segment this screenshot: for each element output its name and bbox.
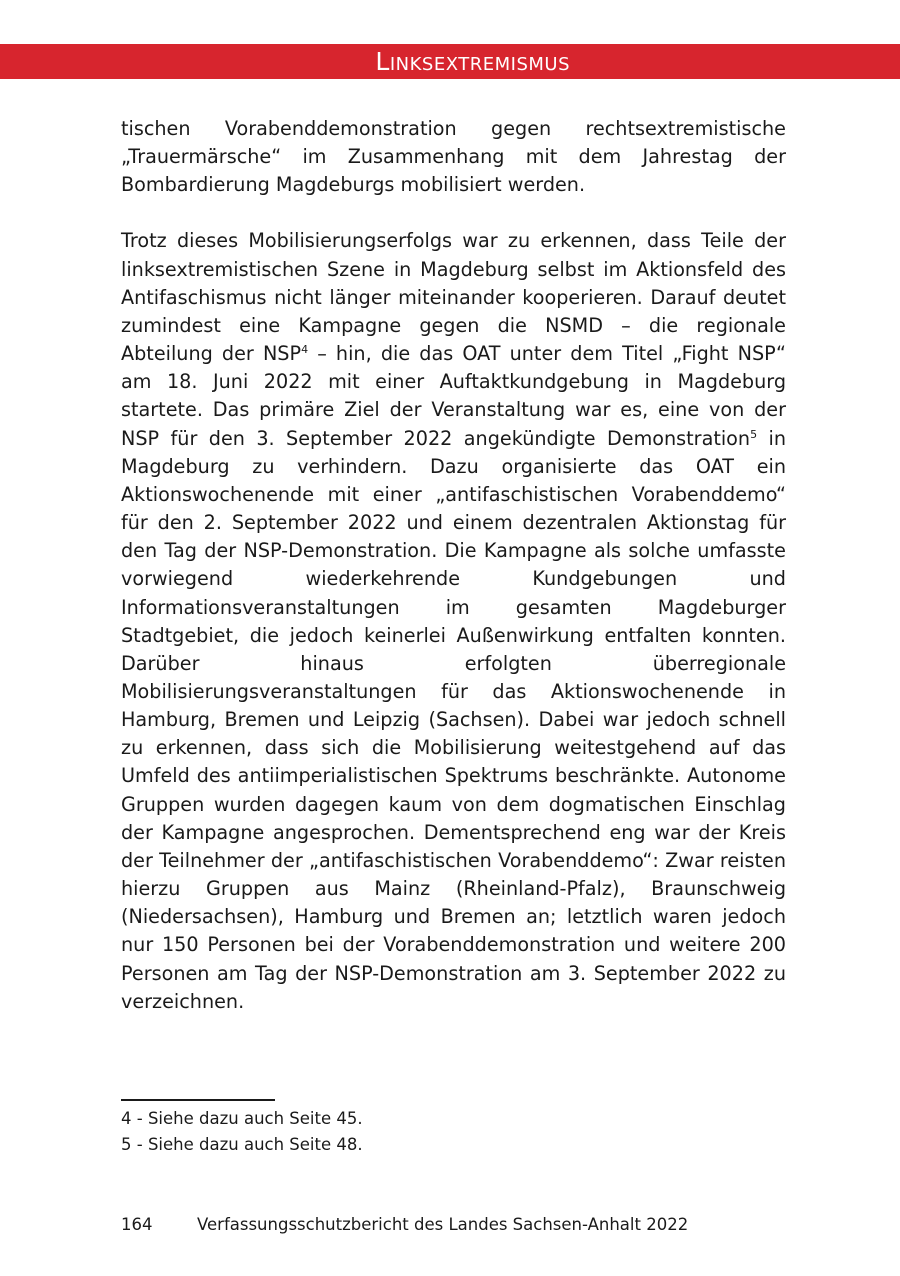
paragraph-2-part-c: in Magdeburg zu verhindern. Dazu organisierte das OAT ein Aktionswochenende mit einer „antifaschistischen Vorabenddemo“ für den 2. September 2022 und einem dezentralen Aktionstag für den Tag der NSP-Demonstration. Die Kampagne als solche umfasste vorwiegend wiederkehrende Kundgebungen und Informationsveranstaltungen im gesamten Magdeburger Stadtgebiet, die jedoch keinerlei Außenwirkung entfalten konnten. Darüber hinaus erfolgten überregionale Mobilisierungsveranstaltungen für das Aktionswochenende in Hamburg, Bremen und Leipzig (Sachsen). Dabei war jedoch schnell zu erkennen, dass sich die Mobilisierung weitestgehend auf das Umfeld des antiimperialistischen Spektrums beschränkte. Autonome Gruppen wurden dagegen kaum von dem dogmatischen Einschlag der Kampagne angesprochen. Dementsprechend eng war der Kreis der Teilnehmer der „antifaschistischen Vorabenddemo“: Zwar reisten hierzu Gruppen aus Mainz (Rheinland-Pfalz), Braunschweig (Niedersachsen), Hamburg und Bremen an; letztlich waren jedoch nur 150 Personen bei der Vorabenddemonstration und weitere 200 Personen am Tag der NSP-Demonstration am 3. September 2022 zu verzeichnen.	[121, 426, 787, 1013]
footnote-divider	[121, 1099, 275, 1101]
page-footer	[121, 1214, 801, 1236]
paragraph-2	[121, 227, 786, 1015]
footnote-ref-4: 4	[301, 343, 309, 357]
paragraph-2-part-b: – hin, die das OAT unter dem Titel „Fight NSP“ am 18. Juni 2022 mit einer Auftaktkundgebung in Magdeburg startete. Das primäre Ziel der Veranstaltung war es, eine von der NSP für den 3. September 2022 angekündigte Demonstration	[121, 342, 786, 450]
publication-title: Verfassungsschutzbericht des Landes Sachsen-Anhalt 2022	[197, 1215, 689, 1234]
paragraph-2-part-a: Trotz dieses Mobilisierungserfolgs war zu erkennen, dass Teile der linksextremistischen Szene in Magdeburg selbst im Aktionsfeld des Antifaschismus nicht länger miteinander kooperieren. Darauf deutet zumindest eine Kampagne gegen die NSMD – die regionale Abteilung der NSP	[121, 229, 786, 366]
footnotes	[121, 1106, 721, 1158]
footnote-ref-5: 5	[750, 427, 758, 441]
page-number: 164	[121, 1215, 153, 1234]
footnote-4: 4 - Siehe dazu auch Seite 45.	[121, 1109, 363, 1128]
chapter-title: Linksextremismus	[375, 47, 570, 76]
paragraph-1: tischen Vorabenddemonstration gegen rechtsextremistische „Trauermärsche“ im Zusammenhang mit dem Jahrestag der Bombardierung Magdeburgs mobilisiert werden.	[121, 117, 786, 197]
main-text	[121, 115, 786, 1016]
footnote-5: 5 - Siehe dazu auch Seite 48.	[121, 1135, 363, 1154]
chapter-header-band	[0, 44, 900, 79]
